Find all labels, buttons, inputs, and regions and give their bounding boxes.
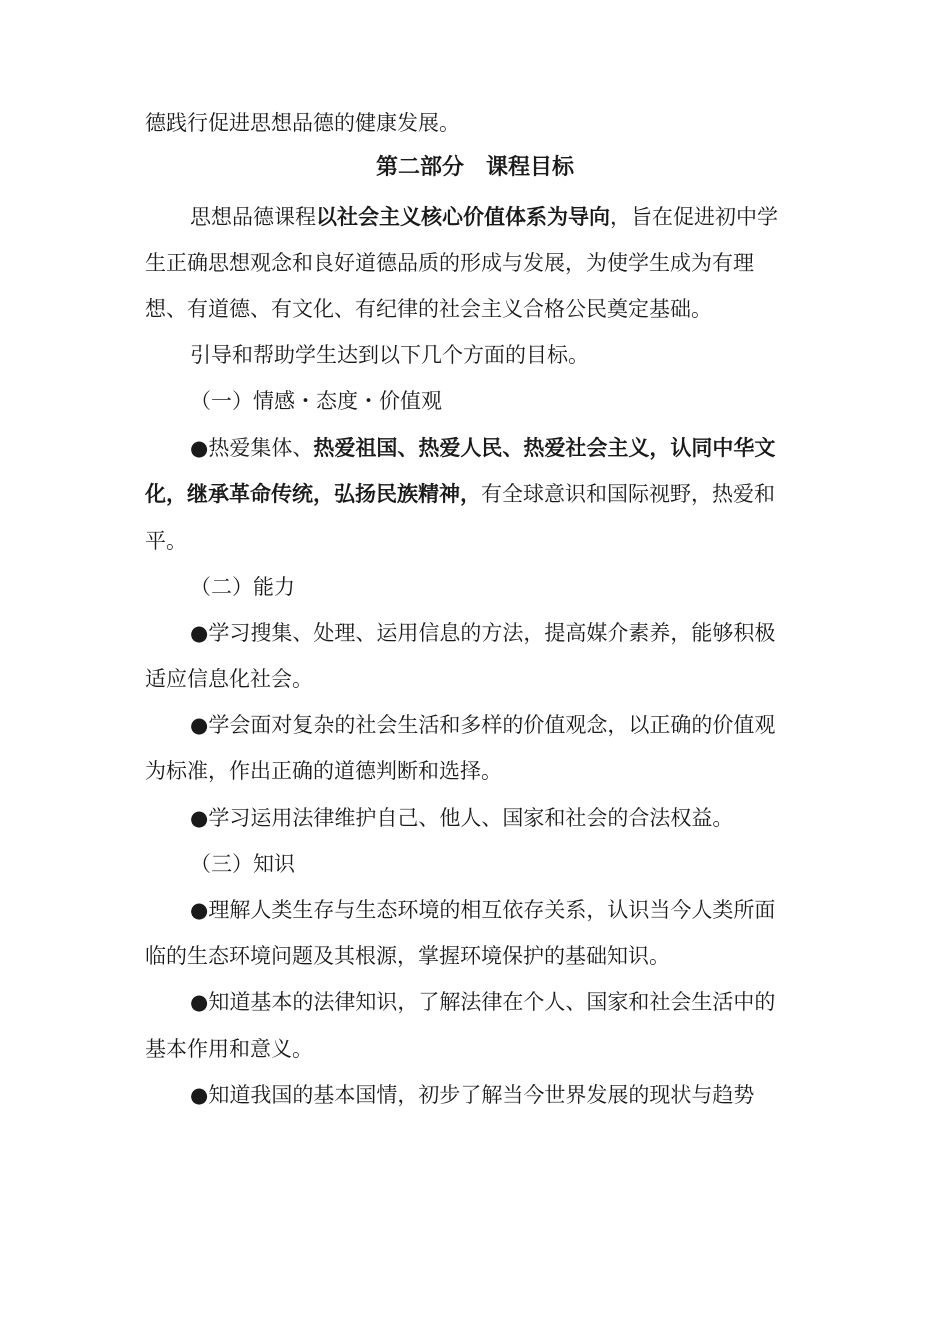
bullet-line: 平。 xyxy=(145,529,187,553)
text-line: 德践行促进思想品德的健康发展。 xyxy=(145,111,460,135)
bullet-line xyxy=(190,433,870,463)
bullet-line: 临的生态环境问题及其根源，掌握环境保护的基础知识。 xyxy=(145,944,670,968)
subsection-heading: （二）能力 xyxy=(190,575,295,599)
subsection-heading: （一）情感・态度・价值观 xyxy=(190,389,442,413)
bullet-line: ●学会面对复杂的社会生活和多样的价值观念，以正确的价值观 xyxy=(190,713,776,737)
bullet-line: ●学习搜集、处理、运用信息的方法，提高媒介素养，能够积极 xyxy=(190,621,776,645)
bullet-line: ●知道我国的基本国情，初步了解当今世界发展的现状与趋势 xyxy=(190,1083,755,1107)
subsection-heading: （三）知识 xyxy=(190,852,295,876)
paragraph-line: 引导和帮助学生达到以下几个方面的目标。 xyxy=(190,343,589,367)
bullet-line: ●学习运用法律维护自己、他人、国家和社会的合法权益。 xyxy=(190,806,734,830)
bullet-line xyxy=(145,479,825,509)
bullet-line: 适应信息化社会。 xyxy=(145,667,313,691)
text-span: 思想品德课程 xyxy=(190,205,316,229)
text-span: ，旨在促进初中学 xyxy=(610,205,778,229)
paragraph-line xyxy=(190,202,870,232)
paragraph-line: 生正确思想观念和良好道德品质的形成与发展，为使学生成为有理 xyxy=(145,251,754,275)
bullet-line: 基本作用和意义。 xyxy=(145,1037,313,1061)
text-span: ●热爱集体、 xyxy=(190,436,314,460)
bold-text-span: 热爱祖国、热爱人民、热爱社会主义，认同中华文 xyxy=(313,436,776,460)
text-span: 有全球意识和国际视野，热爱和 xyxy=(481,482,775,506)
bullet-line: ●理解人类生存与生态环境的相互依存关系，认识当今人类所面 xyxy=(190,898,776,922)
paragraph-line: 想、有道德、有文化、有纪律的社会主义合格公民奠定基础。 xyxy=(145,297,712,321)
bullet-line: ●知道基本的法律知识，了解法律在个人、国家和社会生活中的 xyxy=(190,990,776,1014)
section-heading: 第二部分 课程目标 xyxy=(375,155,574,180)
bullet-line: 为标准，作出正确的道德判断和选择。 xyxy=(145,759,502,783)
bold-text-span: 以社会主义核心价值体系为导向 xyxy=(316,205,610,229)
bold-text-span: 化，继承革命传统，弘扬民族精神， xyxy=(145,482,481,506)
